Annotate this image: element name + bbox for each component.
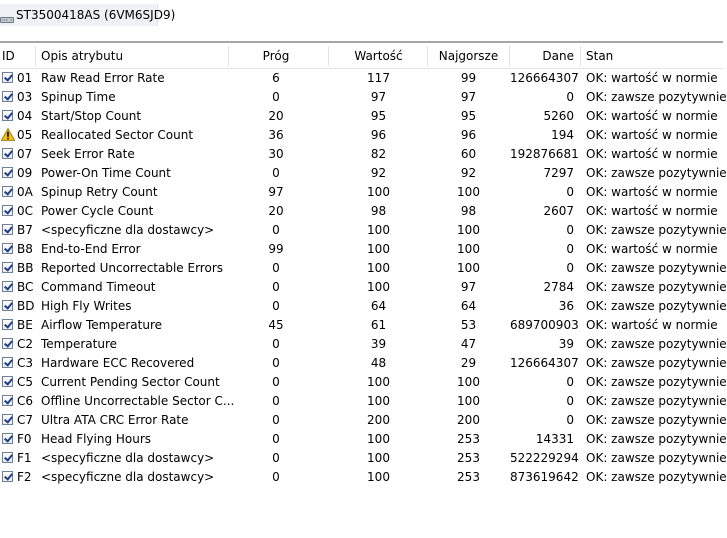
attribute-value: 82 bbox=[370, 147, 387, 161]
attribute-threshold: 0 bbox=[272, 413, 280, 427]
checkbox-icon[interactable] bbox=[2, 243, 13, 254]
attribute-id: 05 bbox=[17, 128, 33, 142]
attribute-threshold: 45 bbox=[268, 318, 284, 332]
attribute-worst: 253 bbox=[457, 432, 480, 446]
attribute-value: 39 bbox=[370, 337, 387, 351]
attribute-name: End-to-End Error bbox=[41, 242, 141, 256]
attribute-value: 97 bbox=[370, 90, 387, 104]
attribute-threshold: 0 bbox=[272, 299, 280, 313]
attribute-worst: 53 bbox=[460, 318, 477, 332]
table-row[interactable] bbox=[0, 69, 723, 88]
checkbox-icon[interactable] bbox=[2, 433, 13, 444]
attribute-value: 100 bbox=[367, 261, 390, 275]
attribute-status: OK: zawsze pozytywnie bbox=[586, 223, 727, 237]
table-row[interactable] bbox=[0, 164, 727, 183]
column-separator[interactable] bbox=[328, 46, 329, 66]
column-header-value[interactable]: Wartość bbox=[354, 49, 403, 63]
attribute-value: 95 bbox=[370, 109, 387, 123]
attribute-threshold: 0 bbox=[272, 261, 280, 275]
attribute-status: OK: wartość w normie bbox=[586, 204, 718, 218]
attribute-value: 117 bbox=[367, 71, 390, 85]
attribute-name: Airflow Temperature bbox=[41, 318, 163, 332]
attribute-raw: 873619642 bbox=[510, 470, 579, 484]
attribute-value: 100 bbox=[367, 470, 390, 484]
attributes-table bbox=[0, 69, 727, 487]
attribute-value: 48 bbox=[370, 356, 387, 370]
attribute-worst: 60 bbox=[460, 147, 477, 161]
attribute-status: OK: zawsze pozytywnie bbox=[586, 470, 727, 484]
attribute-name: <specyficzne dla dostawcy> bbox=[41, 470, 215, 484]
checkbox-icon[interactable] bbox=[2, 319, 13, 330]
table-row[interactable] bbox=[0, 107, 723, 126]
attribute-threshold: 0 bbox=[272, 337, 280, 351]
attribute-id: F2 bbox=[17, 470, 32, 484]
attribute-id: BD bbox=[17, 299, 35, 313]
attribute-id: B7 bbox=[17, 223, 33, 237]
attribute-status: OK: wartość w normie bbox=[586, 242, 718, 256]
attribute-worst: 100 bbox=[457, 375, 480, 389]
table-row[interactable] bbox=[0, 430, 727, 449]
table-row[interactable] bbox=[0, 468, 727, 487]
attribute-raw: 194 bbox=[551, 128, 574, 142]
attribute-id: C7 bbox=[17, 413, 34, 427]
attribute-value: 100 bbox=[367, 223, 390, 237]
checkbox-icon[interactable] bbox=[2, 205, 13, 216]
attribute-status: OK: wartość w normie bbox=[586, 128, 718, 142]
attribute-status: OK: zawsze pozytywnie bbox=[586, 166, 727, 180]
attribute-status: OK: zawsze pozytywnie bbox=[586, 337, 727, 351]
attribute-raw: 0 bbox=[566, 90, 574, 104]
table-row[interactable] bbox=[0, 449, 727, 468]
warning-icon bbox=[1, 128, 15, 141]
table-row[interactable] bbox=[0, 126, 723, 145]
attribute-threshold: 0 bbox=[272, 394, 280, 408]
attribute-raw: 0 bbox=[566, 185, 574, 199]
column-separator[interactable] bbox=[35, 46, 36, 66]
attribute-worst: 200 bbox=[457, 413, 480, 427]
drive-tab[interactable] bbox=[0, 4, 176, 26]
table-row[interactable] bbox=[0, 316, 723, 335]
attribute-worst: 100 bbox=[457, 185, 480, 199]
attribute-raw: 192876681 bbox=[510, 147, 579, 161]
hard-drive-icon bbox=[0, 17, 14, 23]
attribute-name: Temperature bbox=[41, 337, 118, 351]
attribute-id: 0A bbox=[17, 185, 33, 199]
attribute-status: OK: zawsze pozytywnie bbox=[586, 451, 727, 465]
attribute-threshold: 0 bbox=[272, 432, 280, 446]
attribute-id: 07 bbox=[17, 147, 33, 161]
attribute-name: Spinup Retry Count bbox=[41, 185, 158, 199]
checkbox-icon[interactable] bbox=[2, 414, 13, 425]
attribute-raw: 2607 bbox=[543, 204, 574, 218]
attribute-worst: 92 bbox=[460, 166, 477, 180]
attribute-raw: 126664307 bbox=[510, 356, 579, 370]
attribute-status: OK: zawsze pozytywnie bbox=[586, 280, 727, 294]
attribute-worst: 96 bbox=[460, 128, 477, 142]
attribute-raw: 36 bbox=[558, 299, 574, 313]
attribute-id: 01 bbox=[17, 71, 33, 85]
attribute-name: Reported Uncorrectable Errors bbox=[41, 261, 224, 275]
attribute-threshold: 0 bbox=[272, 223, 280, 237]
attribute-status: OK: wartość w normie bbox=[586, 185, 718, 199]
attribute-status: OK: zawsze pozytywnie bbox=[586, 356, 727, 370]
attribute-threshold: 99 bbox=[268, 242, 284, 256]
attribute-value: 98 bbox=[370, 204, 387, 218]
attribute-threshold: 30 bbox=[268, 147, 284, 161]
attribute-worst: 253 bbox=[457, 451, 480, 465]
table-row[interactable] bbox=[0, 259, 727, 278]
attribute-threshold: 0 bbox=[272, 375, 280, 389]
table-row[interactable] bbox=[0, 278, 727, 297]
table-row[interactable] bbox=[0, 392, 727, 411]
attribute-threshold: 36 bbox=[268, 128, 284, 142]
attribute-status: OK: zawsze pozytywnie bbox=[586, 432, 727, 446]
attribute-value: 61 bbox=[370, 318, 387, 332]
attribute-worst: 97 bbox=[460, 280, 477, 294]
checkbox-icon[interactable] bbox=[2, 357, 13, 368]
attribute-threshold: 20 bbox=[268, 109, 284, 123]
attribute-name: Power Cycle Count bbox=[41, 204, 154, 218]
attribute-value: 92 bbox=[370, 166, 387, 180]
attribute-threshold: 0 bbox=[272, 90, 280, 104]
attribute-worst: 100 bbox=[457, 242, 480, 256]
attribute-name: <specyficzne dla dostawcy> bbox=[41, 223, 215, 237]
attribute-name: Start/Stop Count bbox=[41, 109, 142, 123]
attribute-id: 0C bbox=[17, 204, 34, 218]
attribute-raw: 0 bbox=[566, 413, 574, 427]
attribute-id: C3 bbox=[17, 356, 34, 370]
attribute-raw: 689700903 bbox=[510, 318, 579, 332]
attribute-status: OK: zawsze pozytywnie bbox=[586, 375, 727, 389]
attribute-name: Hardware ECC Recovered bbox=[41, 356, 195, 370]
attribute-name: Spinup Time bbox=[41, 90, 116, 104]
attribute-name: Seek Error Rate bbox=[41, 147, 135, 161]
attribute-raw: 0 bbox=[566, 261, 574, 275]
attribute-worst: 100 bbox=[457, 261, 480, 275]
column-header-threshold[interactable]: Próg bbox=[262, 49, 290, 63]
checkbox-icon[interactable] bbox=[2, 224, 13, 235]
attribute-value: 96 bbox=[370, 128, 387, 142]
attribute-value: 64 bbox=[370, 299, 387, 313]
attribute-threshold: 0 bbox=[272, 280, 280, 294]
checkbox-icon[interactable] bbox=[2, 72, 13, 83]
column-header-worst[interactable]: Najgorsze bbox=[438, 49, 499, 63]
attribute-worst: 47 bbox=[460, 337, 477, 351]
attribute-raw: 2784 bbox=[543, 280, 574, 294]
attribute-value: 100 bbox=[367, 185, 390, 199]
attribute-value: 100 bbox=[367, 432, 390, 446]
attribute-raw: 7297 bbox=[543, 166, 574, 180]
attribute-raw: 0 bbox=[566, 223, 574, 237]
checkbox-icon[interactable] bbox=[2, 110, 13, 121]
attribute-threshold: 0 bbox=[272, 166, 280, 180]
attribute-status: OK: wartość w normie bbox=[586, 318, 718, 332]
attribute-status: OK: zawsze pozytywnie bbox=[586, 90, 727, 104]
attribute-value: 100 bbox=[367, 394, 390, 408]
attribute-id: BB bbox=[17, 261, 34, 275]
attribute-status: OK: zawsze pozytywnie bbox=[586, 394, 727, 408]
table-row[interactable] bbox=[0, 88, 727, 107]
attribute-id: BC bbox=[17, 280, 34, 294]
attribute-raw: 0 bbox=[566, 375, 574, 389]
checkbox-icon[interactable] bbox=[2, 376, 13, 387]
checkbox-icon[interactable] bbox=[2, 262, 13, 273]
checkbox-icon[interactable] bbox=[2, 395, 13, 406]
attribute-id: B8 bbox=[17, 242, 33, 256]
checkbox-icon[interactable] bbox=[2, 452, 13, 463]
attribute-threshold: 20 bbox=[268, 204, 284, 218]
attribute-raw: 0 bbox=[566, 242, 574, 256]
checkbox-icon[interactable] bbox=[2, 167, 13, 178]
attribute-name: <specyficzne dla dostawcy> bbox=[41, 451, 215, 465]
attribute-worst: 98 bbox=[460, 204, 477, 218]
attribute-name: High Fly Writes bbox=[41, 299, 132, 313]
attribute-name: Command Timeout bbox=[41, 280, 156, 294]
attribute-value: 100 bbox=[367, 375, 390, 389]
attribute-raw: 522229294 bbox=[510, 451, 579, 465]
attribute-value: 100 bbox=[367, 451, 390, 465]
attribute-name: Raw Read Error Rate bbox=[41, 71, 165, 85]
attribute-raw: 39 bbox=[558, 337, 574, 351]
checkbox-icon[interactable] bbox=[2, 300, 13, 311]
attribute-threshold: 0 bbox=[272, 451, 280, 465]
attribute-threshold: 97 bbox=[268, 185, 284, 199]
attribute-id: 09 bbox=[17, 166, 33, 180]
table-row[interactable] bbox=[0, 145, 723, 164]
attribute-worst: 29 bbox=[460, 356, 477, 370]
attribute-status: OK: wartość w normie bbox=[586, 71, 718, 85]
table-row[interactable] bbox=[0, 202, 723, 221]
column-separator[interactable] bbox=[580, 46, 581, 66]
attribute-raw: 14331 bbox=[535, 432, 574, 446]
attribute-name: Current Pending Sector Count bbox=[41, 375, 220, 389]
table-header bbox=[0, 44, 723, 69]
checkbox-icon[interactable] bbox=[2, 186, 13, 197]
attribute-worst: 253 bbox=[457, 470, 480, 484]
column-header-status[interactable]: Stan bbox=[586, 49, 614, 63]
checkbox-icon[interactable] bbox=[2, 91, 13, 102]
attribute-status: OK: wartość w normie bbox=[586, 109, 718, 123]
attribute-worst: 99 bbox=[460, 71, 477, 85]
attribute-value: 100 bbox=[367, 280, 390, 294]
attribute-raw: 126664307 bbox=[510, 71, 579, 85]
attribute-worst: 100 bbox=[457, 394, 480, 408]
attribute-worst: 64 bbox=[460, 299, 477, 313]
attribute-threshold: 0 bbox=[272, 356, 280, 370]
attribute-status: OK: zawsze pozytywnie bbox=[586, 413, 727, 427]
attribute-name: Ultra ATA CRC Error Rate bbox=[41, 413, 189, 427]
table-row[interactable] bbox=[0, 297, 727, 316]
column-header-id[interactable]: ID bbox=[2, 49, 15, 63]
attribute-name: Offline Uncorrectable Sector C... bbox=[41, 394, 235, 408]
column-separator[interactable] bbox=[228, 46, 229, 66]
attribute-threshold: 0 bbox=[272, 470, 280, 484]
attribute-worst: 97 bbox=[460, 90, 477, 104]
table-row[interactable] bbox=[0, 373, 727, 392]
attribute-id: C5 bbox=[17, 375, 34, 389]
attribute-id: F0 bbox=[17, 432, 32, 446]
attribute-id: BE bbox=[17, 318, 33, 332]
attribute-raw: 0 bbox=[566, 394, 574, 408]
column-header-raw[interactable]: Dane bbox=[542, 49, 574, 63]
attribute-id: C6 bbox=[17, 394, 34, 408]
drive-title: ST3500418AS (6VM6SJD9) bbox=[16, 8, 176, 22]
divider bbox=[0, 41, 723, 43]
checkbox-icon[interactable] bbox=[2, 471, 13, 482]
attribute-threshold: 6 bbox=[272, 71, 280, 85]
column-header-name[interactable]: Opis atrybutu bbox=[41, 49, 124, 63]
table-row[interactable] bbox=[0, 411, 727, 430]
attribute-status: OK: zawsze pozytywnie bbox=[586, 261, 727, 275]
checkbox-icon[interactable] bbox=[2, 281, 13, 292]
attribute-status: OK: zawsze pozytywnie bbox=[586, 299, 727, 313]
table-row[interactable] bbox=[0, 183, 723, 202]
attribute-name: Reallocated Sector Count bbox=[41, 128, 194, 142]
attribute-id: 03 bbox=[17, 90, 33, 104]
attribute-worst: 95 bbox=[460, 109, 477, 123]
attribute-id: F1 bbox=[17, 451, 32, 465]
attribute-worst: 100 bbox=[457, 223, 480, 237]
attribute-name: Head Flying Hours bbox=[41, 432, 152, 446]
attribute-name: Power-On Time Count bbox=[41, 166, 171, 180]
attribute-raw: 5260 bbox=[543, 109, 574, 123]
table-row[interactable] bbox=[0, 221, 727, 240]
attribute-id: 04 bbox=[17, 109, 33, 123]
attribute-value: 200 bbox=[367, 413, 390, 427]
checkbox-icon[interactable] bbox=[2, 338, 13, 349]
attribute-id: C2 bbox=[17, 337, 34, 351]
table-row[interactable] bbox=[0, 354, 727, 373]
table-row[interactable] bbox=[0, 240, 723, 259]
attribute-status: OK: wartość w normie bbox=[586, 147, 718, 161]
table-row[interactable] bbox=[0, 335, 727, 354]
checkbox-icon[interactable] bbox=[2, 148, 13, 159]
attribute-value: 100 bbox=[367, 242, 390, 256]
